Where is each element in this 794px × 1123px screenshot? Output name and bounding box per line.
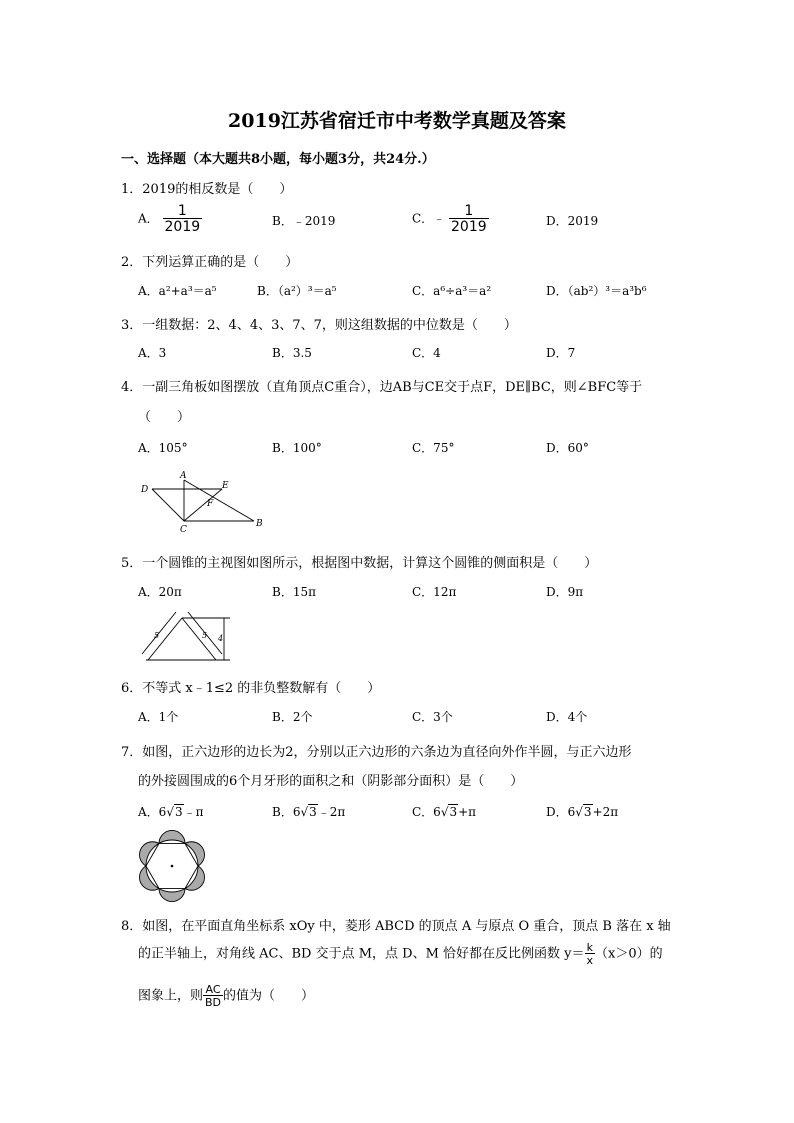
- question-2-option-a: A．a²+a³＝a⁵: [138, 284, 217, 298]
- label-a: A: [180, 471, 187, 481]
- numerator: 1: [177, 203, 187, 219]
- question-6-option-d: D．4个: [546, 710, 588, 724]
- question-3-option-b: B．3.5: [272, 346, 312, 360]
- radicand: 3: [174, 805, 183, 819]
- radicand: 3: [583, 805, 592, 819]
- question-2-stem: 2．下列运算正确的是（ ）: [121, 255, 299, 270]
- question-2-option-c: C．a⁶÷a³＝a²: [412, 284, 492, 298]
- question-5-stem: 5．一个圆锥的主视图如图所示，根据图中数据，计算这个圆锥的侧面积是（ ）: [121, 556, 598, 571]
- question-8-stem-line3: [138, 984, 314, 1008]
- question-6-option-a: A．1个: [138, 710, 179, 724]
- question-1-option-a: [138, 204, 202, 234]
- question-5-option-b: B．15π: [272, 585, 316, 599]
- denominator: BD: [205, 996, 222, 1009]
- segment-ab: [184, 480, 254, 521]
- section-heading: 一、选择题（本大题共8小题，每小题3分，共24分.）: [121, 152, 435, 167]
- denominator: 2019: [164, 219, 201, 235]
- option-text: D．6: [546, 805, 576, 819]
- question-6-option-b: B．2个: [272, 710, 313, 724]
- option-text: C．6: [412, 805, 441, 819]
- question-3-option-a: A．3: [138, 346, 167, 360]
- question-4-option-c: C．75°: [412, 441, 455, 455]
- numerator: k: [586, 941, 593, 954]
- segment-dc: [152, 489, 184, 521]
- option-a-label: A．: [138, 211, 159, 226]
- question-2-option-d: D．（ab²）³＝a³b⁶: [546, 284, 647, 298]
- sqrt: √3: [440, 805, 458, 819]
- question-4-stem: 4．一副三角板如图摆放（直角顶点C重合），边AB与CE交于点F，DE∥BC，则∠BFC等于: [121, 380, 643, 395]
- question-8-stem: 8．如图，在平面直角坐标系 xOy 中，菱形 ABCD 的顶点 A 与原点 O 重合，顶点 B 落在 x 轴: [121, 919, 671, 934]
- triangle-figure: [136, 468, 266, 536]
- right-length-label: 5: [202, 631, 208, 640]
- question-6-stem: 6．不等式 x﹣1≤2 的非负整数解有（ ）: [121, 681, 381, 696]
- option-text: ﹣2π: [317, 805, 346, 819]
- option-text: A．6: [138, 805, 167, 819]
- fraction: [449, 204, 489, 234]
- right-slant: [182, 618, 216, 660]
- segment-ec: [184, 489, 222, 521]
- question-7-stem: 7．如图，正六边形的边长为2，分别以正六边形的六条边为直径向外作半圆，与正六边形: [121, 745, 632, 760]
- radicand: 3: [309, 805, 317, 819]
- numerator: AC: [205, 983, 221, 996]
- question-7-option-c: [412, 803, 476, 820]
- fraction-ac-over-bd: [203, 984, 223, 1008]
- label-e: E: [222, 481, 229, 491]
- question-4-option-a: A．105°: [138, 441, 188, 455]
- sqrt: √3: [300, 805, 317, 819]
- question-3-option-d: D．7: [546, 346, 576, 360]
- question-2-option-b: B．（a²）³＝a⁵: [257, 284, 337, 298]
- question-3-option-c: C．4: [412, 346, 441, 360]
- option-text: +π: [458, 805, 477, 819]
- question-7-option-b: [272, 803, 345, 820]
- question-5-option-a: A．20π: [138, 585, 182, 599]
- question-5-option-c: C．12π: [412, 585, 457, 599]
- left-length-label: 5: [154, 631, 160, 640]
- center-dot: [171, 865, 174, 868]
- option-c-label: C．﹣: [412, 211, 446, 226]
- fraction-k-over-x: [585, 942, 596, 966]
- question-7-stem-cont: 的外接圆围成的6个月牙形的面积之和（阴影部分面积）是（ ）: [138, 774, 524, 789]
- option-text: +2π: [592, 805, 619, 819]
- question-1-option-c: [412, 204, 489, 234]
- page-title: 2019江苏省宿迁市中考数学真题及答案: [228, 110, 566, 132]
- question-1-stem: 1．2019的相反数是（ ）: [121, 182, 293, 197]
- question-5-option-d: D．9π: [546, 585, 584, 599]
- question-4-option-b: B．100°: [272, 441, 322, 455]
- option-text: B．6: [272, 805, 301, 819]
- question-7-option-a: [138, 803, 204, 820]
- question-4-stem-cont: （ ）: [138, 410, 191, 425]
- label-b: B: [256, 519, 263, 529]
- numerator: 1: [464, 203, 474, 219]
- option-text: ﹣π: [183, 805, 204, 819]
- question-4-option-d: D．60°: [546, 441, 589, 455]
- question-1-option-b: B．﹣2019: [272, 214, 336, 228]
- question-8-stem-line2: [138, 942, 663, 966]
- label-f: F: [207, 499, 214, 509]
- sqrt: √3: [166, 805, 183, 819]
- radicand: 3: [449, 805, 458, 819]
- stem-text: 的正半轴上，对角线 AC、BD 交于点 M，点 D、M 恰好都在反比例函数 y＝: [138, 946, 585, 962]
- question-3-stem: 3．一组数据：2、4、4、3、7、7，则这组数据的中位数是（ ）: [121, 318, 517, 333]
- stem-text: 的值为（ ）: [223, 988, 315, 1004]
- stem-text: （x＞0）的: [595, 946, 663, 962]
- hexagon-figure: [134, 828, 210, 904]
- denominator: 2019: [451, 219, 487, 235]
- cone-figure: [138, 608, 234, 666]
- fraction: [163, 204, 203, 234]
- stem-text: 图象上，则: [138, 988, 204, 1004]
- question-6-option-c: C．3个: [412, 710, 453, 724]
- question-1-option-d: D．2019: [546, 214, 599, 228]
- sqrt: √3: [575, 805, 592, 819]
- denominator: x: [586, 954, 594, 967]
- label-d: D: [141, 485, 149, 495]
- label-c: C: [180, 525, 187, 535]
- height-label: 4: [218, 634, 224, 643]
- question-7-option-d: [546, 803, 618, 820]
